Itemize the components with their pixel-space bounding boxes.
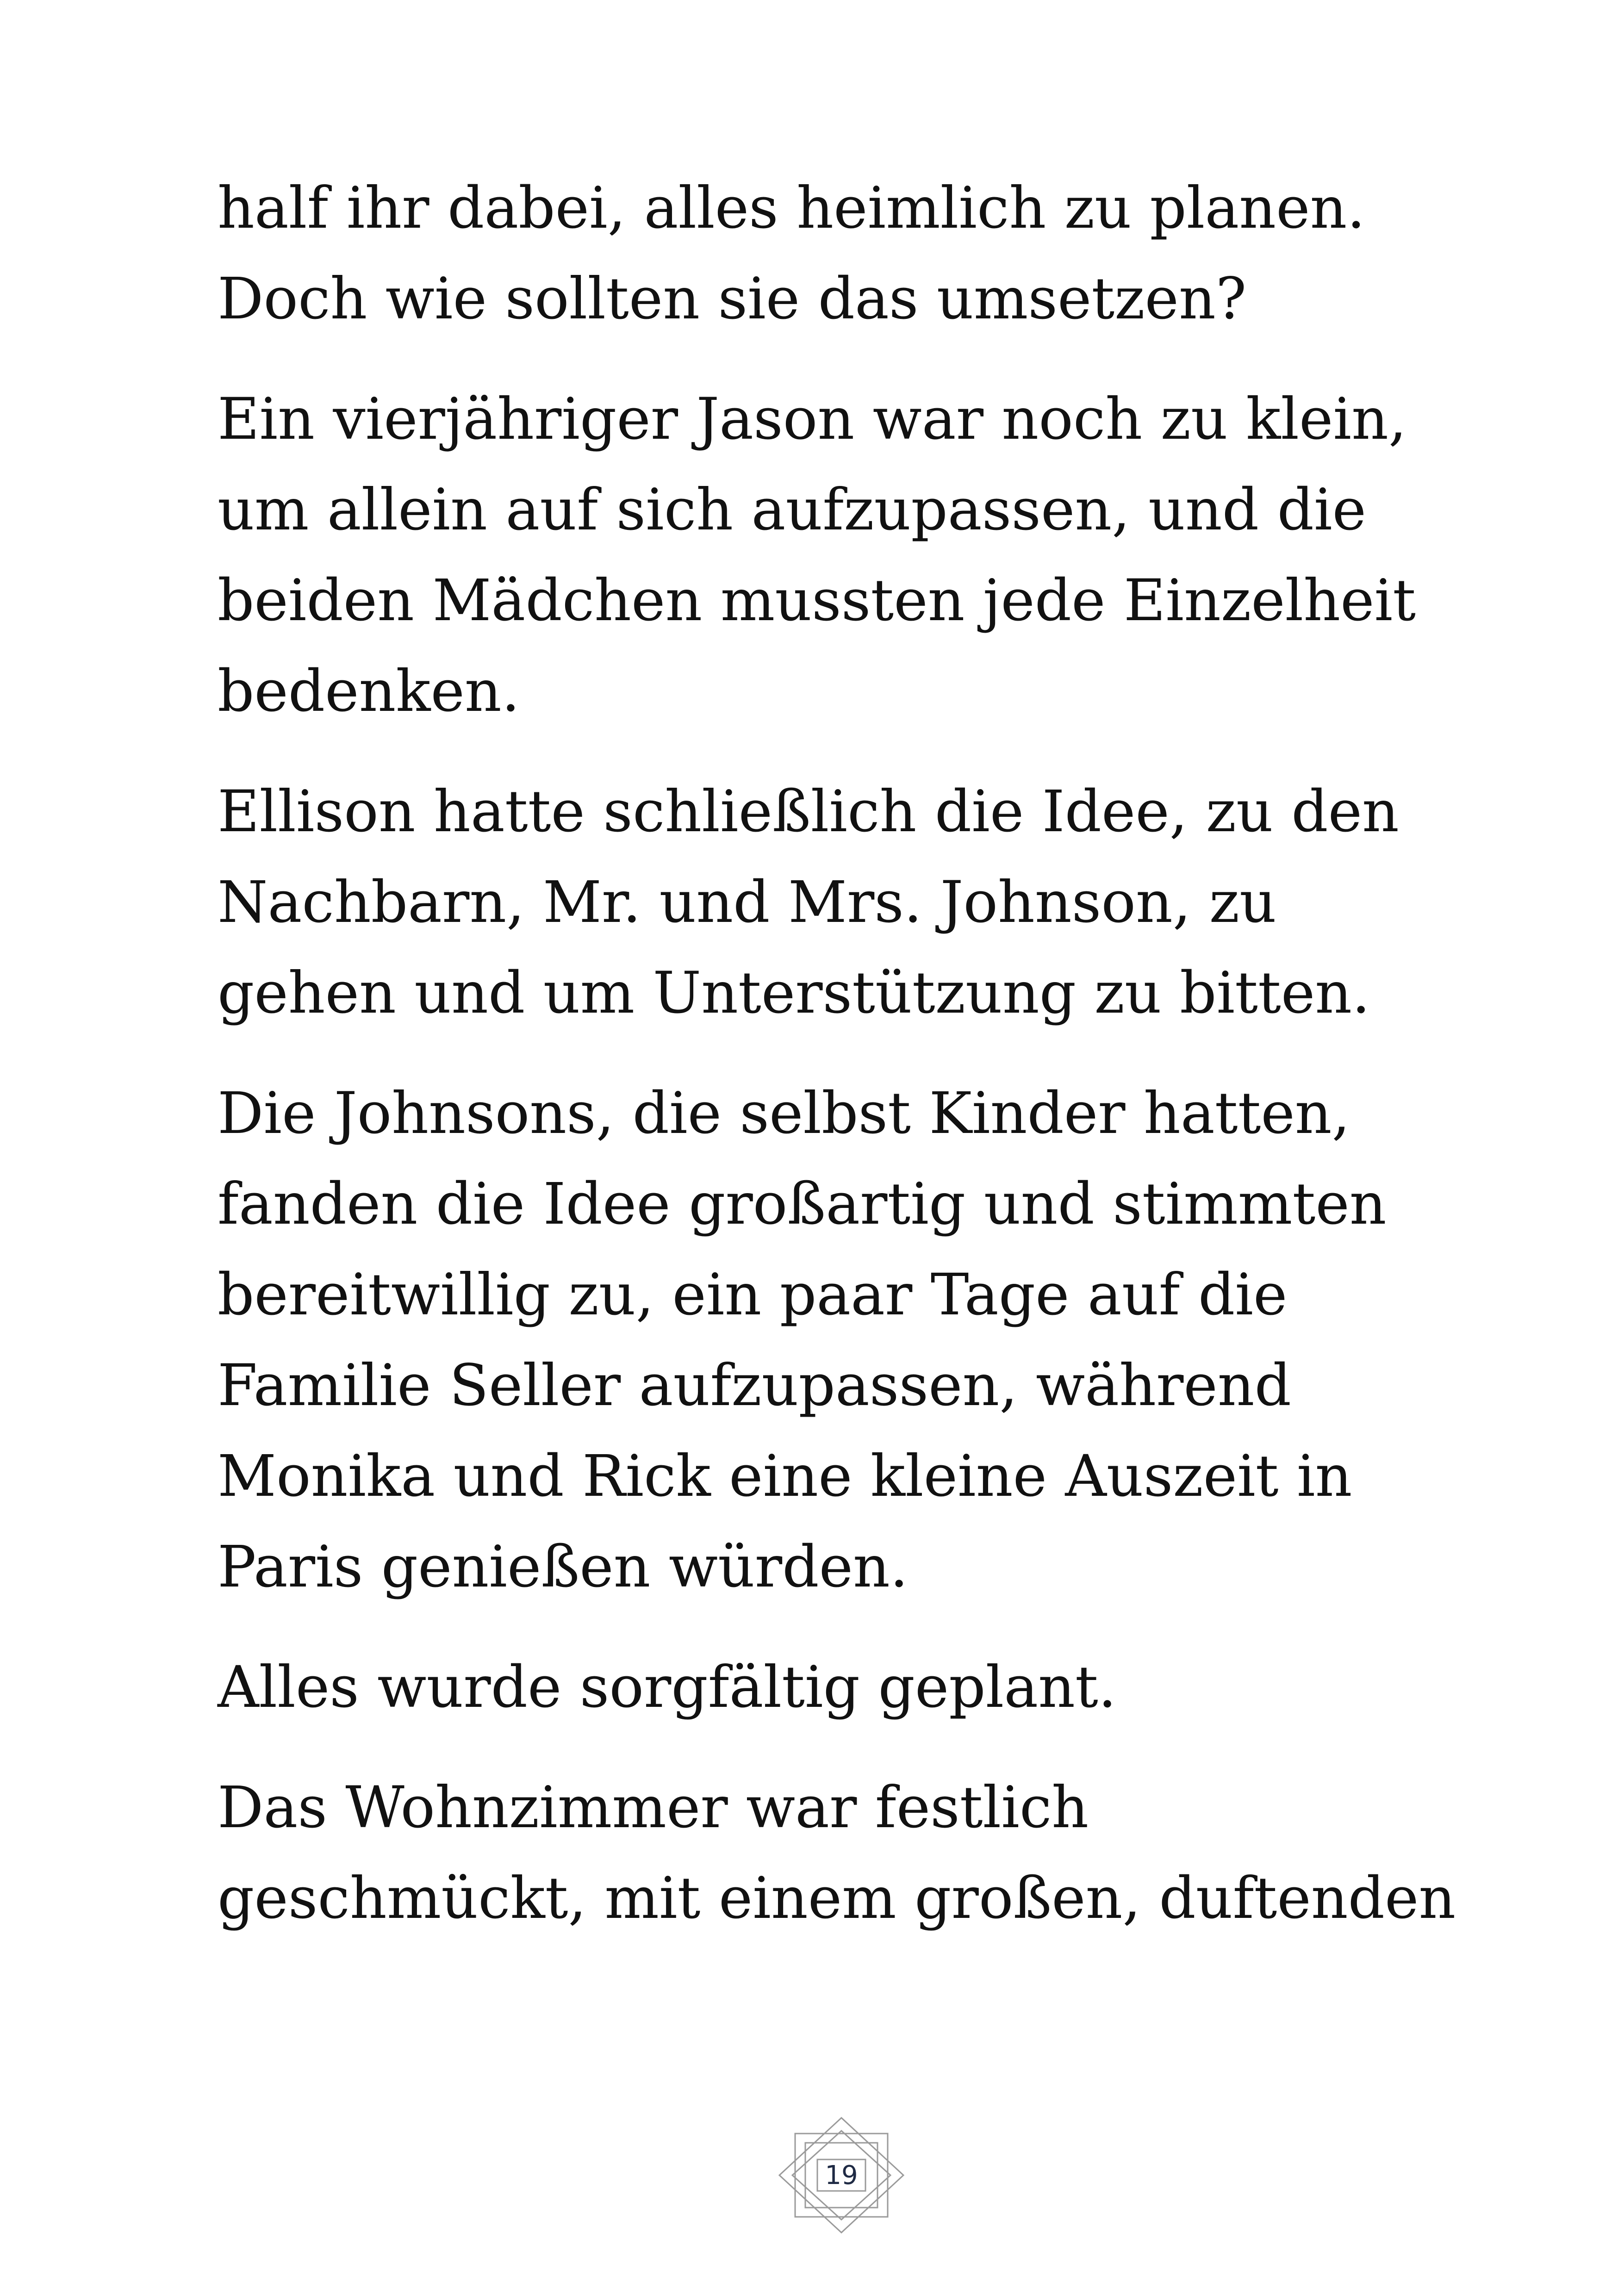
text-line: bereitwillig zu, ein paar Tage auf die [218,1262,1288,1328]
text-line: geschmückt, mit einem großen, duftenden [218,1865,1456,1932]
text-line: Monika und Rick eine kleine Auszeit in [218,1443,1352,1510]
paragraph-4 [218,1068,1495,1612]
text-line: Paris genießen würden. [218,1534,909,1600]
text-line: half ihr dabei, alles heimlich zu planen. [218,175,1365,242]
text-line: gehen und um Unterstützung zu bitten. [218,960,1370,1027]
body-text [218,163,1495,1973]
text-line: Ein vierjähriger Jason war noch zu klein, [218,386,1407,453]
text-line: Doch wie sollten sie das umsetzen? [218,266,1247,332]
text-line: fanden die Idee großartig und stimmten [218,1171,1387,1238]
text-line: Ellison hatte schließlich die Idee, zu den [218,778,1399,845]
text-line: Nachbarn, Mr. und Mrs. Johnson, zu [218,869,1276,936]
paragraph-1 [218,163,1495,344]
text-line: beiden Mädchen mussten jede Einzelheit [218,567,1416,634]
text-line: Das Wohnzimmer war festlich [218,1774,1089,1841]
text-line: um allein auf sich aufzupassen, und die [218,477,1366,543]
page-number: 19 [825,2160,858,2190]
text-line: Familie Seller aufzupassen, während [218,1352,1291,1419]
paragraph-6 [218,1762,1495,1944]
text-line: Alles wurde sorgfältig geplant. [218,1654,1117,1721]
page-number-footer [777,2115,906,2235]
paragraph-3 [218,766,1495,1039]
text-line: bedenken. [218,658,520,725]
text-line: Die Johnsons, die selbst Kinder hatten, [218,1080,1350,1147]
paragraph-5 [218,1642,1495,1733]
paragraph-2 [218,374,1495,737]
